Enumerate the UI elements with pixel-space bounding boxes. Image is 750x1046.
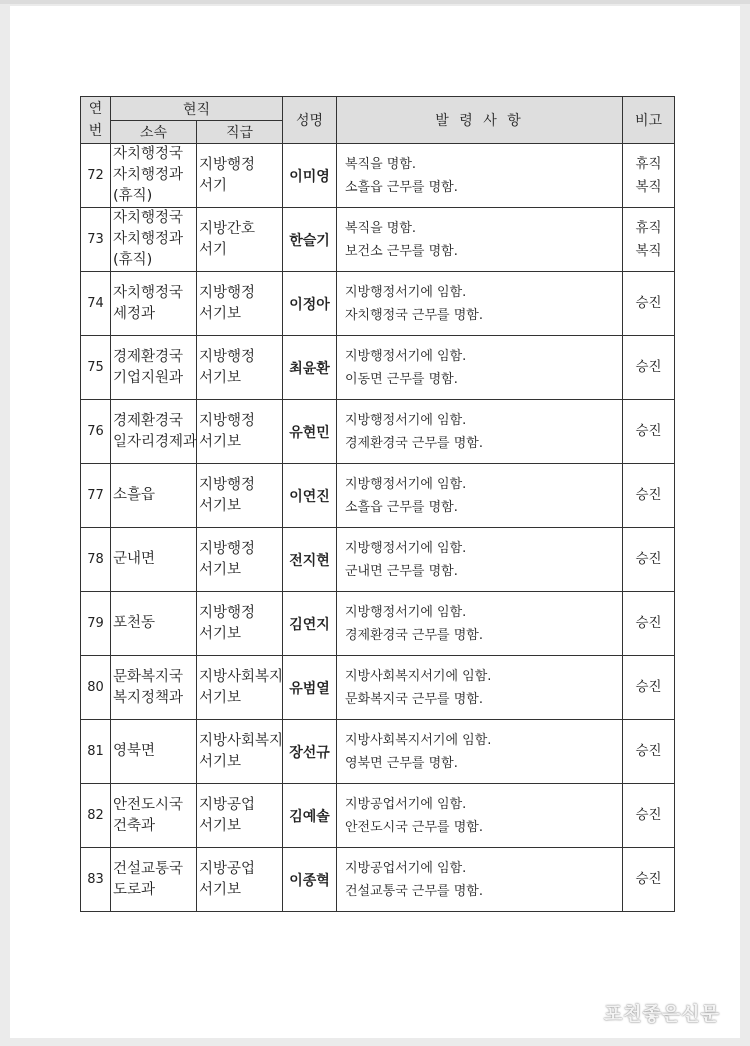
dept-cell (111, 848, 197, 912)
rank-cell (197, 272, 283, 336)
note-line: 복직 (635, 242, 662, 259)
dept-line: 포천동 (113, 615, 156, 631)
dept-line: 기업지원과 (113, 369, 184, 386)
note-cell (623, 656, 675, 720)
order-line: 안전도시국 근무를 명함. (345, 819, 483, 835)
rank-line: 서기보 (199, 625, 242, 642)
order-line: 지방행정서기에 임함. (345, 540, 467, 556)
dept-cell (111, 272, 197, 336)
rank-cell (197, 400, 283, 464)
note-line: 승진 (635, 359, 662, 375)
dept-cell (111, 784, 197, 848)
rank-line: 서기보 (199, 753, 242, 770)
note-cell (623, 400, 675, 464)
rank-line: 지방행정 (199, 348, 256, 365)
order-cell (337, 592, 623, 656)
person-name: 김연지 (283, 592, 337, 656)
rank-cell (197, 336, 283, 400)
person-name: 이연진 (283, 464, 337, 528)
person-name: 유현민 (283, 400, 337, 464)
row-number: 83 (81, 848, 111, 912)
row-number: 72 (81, 144, 111, 208)
table-row (81, 400, 675, 464)
note-line: 승진 (635, 551, 662, 567)
personnel-order-table (80, 96, 675, 912)
note-cell (623, 848, 675, 912)
rank-line: 지방행정 (199, 540, 256, 557)
row-number: 81 (81, 720, 111, 784)
rank-line: 서기보 (199, 817, 242, 834)
order-line: 지방행정서기에 임함. (345, 476, 467, 492)
dept-cell (111, 592, 197, 656)
row-number: 76 (81, 400, 111, 464)
rank-line: 서기보 (199, 305, 242, 322)
order-cell (337, 208, 623, 272)
dept-line: 영북면 (113, 743, 156, 759)
rank-line: 지방공업 (199, 796, 256, 813)
rank-cell (197, 592, 283, 656)
order-line: 지방공업서기에 임함. (345, 796, 467, 812)
table-row (81, 144, 675, 208)
rank-line: 지방사회복지 (199, 732, 284, 749)
dept-line: 군내면 (113, 551, 156, 567)
order-line: 지방행정서기에 임함. (345, 604, 467, 620)
order-line: 지방행정서기에 임함. (345, 284, 467, 300)
person-name: 이미영 (283, 144, 337, 208)
person-name: 이종혁 (283, 848, 337, 912)
note-line: 승진 (635, 615, 662, 631)
dept-line: 소흘읍 (113, 487, 156, 503)
dept-line: 도로과 (113, 881, 156, 898)
table-row (81, 464, 675, 528)
col-header-dept: 소속 (111, 121, 197, 144)
col-header-no: 연 번 (81, 97, 111, 144)
order-line: 경제환경국 근무를 명함. (345, 435, 483, 451)
table-row (81, 848, 675, 912)
rank-line: 지방행정 (199, 156, 256, 173)
order-cell (337, 720, 623, 784)
order-line: 보건소 근무를 명함. (345, 243, 458, 259)
rank-line: 지방행정 (199, 604, 256, 621)
note-line: 휴직 (635, 155, 662, 172)
rank-line: 지방행정 (199, 284, 256, 301)
table-row (81, 784, 675, 848)
order-line: 지방행정서기에 임함. (345, 412, 467, 428)
rank-cell (197, 656, 283, 720)
dept-line: 안전도시국 (113, 796, 184, 813)
note-line: 승진 (635, 807, 662, 823)
order-cell (337, 336, 623, 400)
person-name: 김예솔 (283, 784, 337, 848)
order-line: 지방사회복지서기에 임함. (345, 732, 492, 748)
dept-line: 일자리경제과 (113, 433, 198, 450)
note-cell (623, 720, 675, 784)
dept-cell (111, 400, 197, 464)
row-number: 80 (81, 656, 111, 720)
col-header-current: 현직 (111, 97, 283, 121)
rank-line: 지방행정 (199, 476, 256, 493)
order-line: 복직을 명함. (345, 220, 417, 236)
order-cell (337, 144, 623, 208)
order-cell (337, 848, 623, 912)
row-number: 79 (81, 592, 111, 656)
note-line: 승진 (635, 871, 662, 887)
dept-cell (111, 720, 197, 784)
rank-line: 서기보 (199, 497, 242, 514)
col-header-note: 비고 (623, 97, 675, 144)
dept-cell (111, 464, 197, 528)
person-name: 장선규 (283, 720, 337, 784)
dept-cell (111, 144, 197, 208)
dept-line: 문화복지국 (113, 668, 184, 685)
note-line: 승진 (635, 423, 662, 439)
rank-cell (197, 720, 283, 784)
row-number: 73 (81, 208, 111, 272)
dept-line: 자치행정국 (113, 146, 184, 162)
order-line: 군내면 근무를 명함. (345, 563, 458, 579)
note-cell (623, 336, 675, 400)
rank-cell (197, 208, 283, 272)
person-name: 이정아 (283, 272, 337, 336)
rank-cell (197, 464, 283, 528)
dept-line: (휴직) (113, 252, 153, 268)
note-line: 휴직 (635, 219, 662, 236)
note-cell (623, 144, 675, 208)
rank-line: 서기보 (199, 561, 242, 578)
dept-line: 복지정책과 (113, 689, 184, 706)
order-cell (337, 272, 623, 336)
order-line: 경제환경국 근무를 명함. (345, 627, 483, 643)
rank-line: 지방행정 (199, 412, 256, 429)
table-body (81, 144, 675, 912)
table-row (81, 272, 675, 336)
table-row (81, 208, 675, 272)
note-line: 승진 (635, 743, 662, 759)
order-cell (337, 656, 623, 720)
col-header-name: 성명 (283, 97, 337, 144)
col-header-rank: 직급 (197, 121, 283, 144)
order-line: 소흘읍 근무를 명함. (345, 499, 458, 515)
rank-cell (197, 784, 283, 848)
note-cell (623, 272, 675, 336)
rank-line: 지방간호 (199, 220, 256, 237)
newspaper-watermark: 포천좋은신문 (603, 1003, 720, 1025)
rank-cell (197, 144, 283, 208)
order-cell (337, 400, 623, 464)
order-cell (337, 464, 623, 528)
note-line: 승진 (635, 295, 662, 311)
rank-cell (197, 848, 283, 912)
order-line: 지방공업서기에 임함. (345, 860, 467, 876)
row-number: 75 (81, 336, 111, 400)
person-name: 최윤환 (283, 336, 337, 400)
note-cell (623, 528, 675, 592)
order-line: 복직을 명함. (345, 156, 417, 172)
note-line: 복직 (635, 178, 662, 195)
row-number: 78 (81, 528, 111, 592)
order-cell (337, 528, 623, 592)
order-line: 지방행정서기에 임함. (345, 348, 467, 364)
order-line: 지방사회복지서기에 임함. (345, 668, 492, 684)
person-name: 한슬기 (283, 208, 337, 272)
dept-line: (휴직) (113, 188, 153, 204)
note-cell (623, 208, 675, 272)
order-line: 문화복지국 근무를 명함. (345, 691, 483, 707)
rank-cell (197, 528, 283, 592)
row-number: 82 (81, 784, 111, 848)
rank-line: 서기 (199, 177, 228, 194)
note-cell (623, 464, 675, 528)
dept-line: 자치행정과 (113, 231, 184, 247)
table-row (81, 528, 675, 592)
note-cell (623, 784, 675, 848)
rank-line: 지방사회복지 (199, 668, 284, 685)
dept-cell (111, 208, 197, 272)
rank-line: 서기보 (199, 881, 242, 898)
row-number: 74 (81, 272, 111, 336)
dept-line: 건설교통국 (113, 860, 184, 877)
table-row (81, 656, 675, 720)
rank-line: 서기보 (199, 433, 242, 450)
order-line: 소흘읍 근무를 명함. (345, 179, 458, 195)
dept-line: 건축과 (113, 817, 156, 834)
table-row (81, 720, 675, 784)
dept-cell (111, 336, 197, 400)
rank-line: 서기보 (199, 689, 242, 706)
order-line: 건설교통국 근무를 명함. (345, 883, 483, 899)
order-cell (337, 784, 623, 848)
table-row (81, 592, 675, 656)
col-header-order: 발 령 사 항 (337, 97, 623, 144)
page-top-border (0, 0, 750, 4)
dept-line: 자치행정국 (113, 210, 184, 226)
rank-line: 서기보 (199, 369, 242, 386)
header-row-top (81, 97, 675, 121)
order-line: 이동면 근무를 명함. (345, 371, 458, 387)
dept-line: 자치행정국 (113, 284, 184, 301)
note-line: 승진 (635, 487, 662, 503)
person-name: 전지현 (283, 528, 337, 592)
person-name: 유범열 (283, 656, 337, 720)
dept-line: 경제환경국 (113, 348, 184, 365)
rank-line: 지방공업 (199, 860, 256, 877)
order-line: 영북면 근무를 명함. (345, 755, 458, 771)
note-line: 승진 (635, 679, 662, 695)
dept-line: 자치행정과 (113, 167, 184, 183)
dept-line: 세정과 (113, 305, 156, 322)
row-number: 77 (81, 464, 111, 528)
order-line: 자치행정국 근무를 명함. (345, 307, 483, 323)
rank-line: 서기 (199, 241, 228, 258)
table-row (81, 336, 675, 400)
note-cell (623, 592, 675, 656)
dept-line: 경제환경국 (113, 412, 184, 429)
dept-cell (111, 656, 197, 720)
dept-cell (111, 528, 197, 592)
